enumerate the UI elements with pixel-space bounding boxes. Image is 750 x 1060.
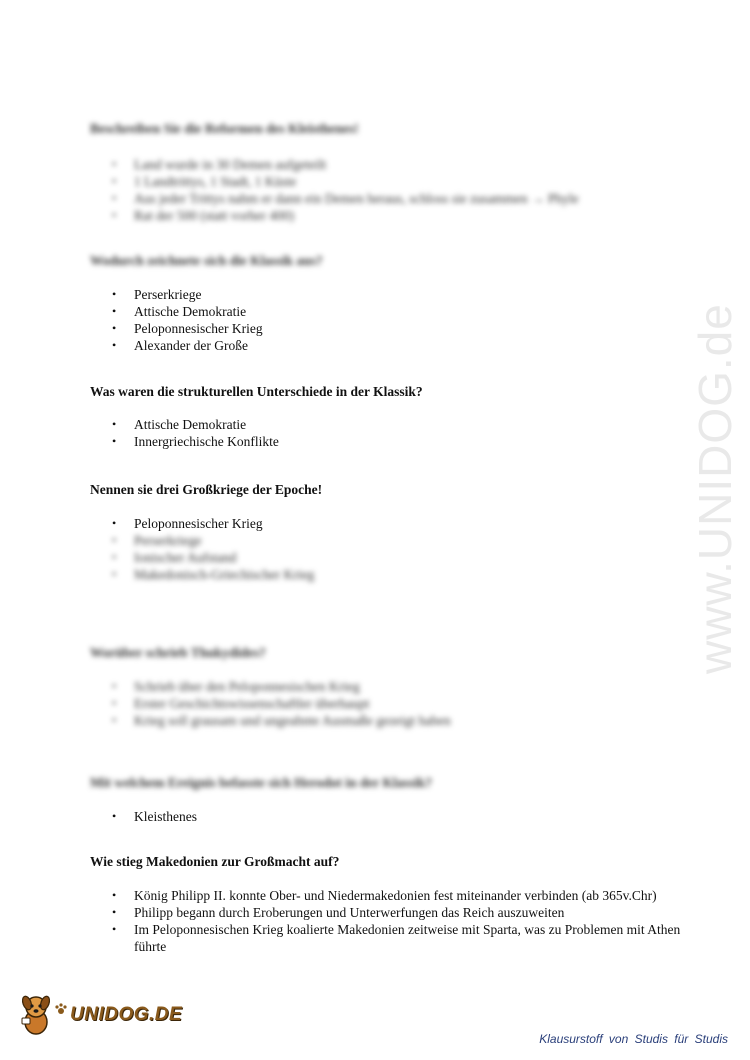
answer-list-6: [90, 808, 690, 825]
list-item: • Kleisthenes: [90, 808, 690, 825]
answer-list-2: [90, 286, 690, 354]
list-item: • Attische Demokratie: [90, 416, 690, 433]
question-1: Beschreiben Sie die Reformen des Kleisthenes!: [90, 121, 359, 136]
qa-section-1: [90, 120, 690, 224]
list-item: • Perserkriege: [90, 286, 690, 303]
answer-list-7: [90, 887, 690, 955]
list-item: • Erster Geschichtswissenschaftler überhaupt: [90, 695, 690, 712]
list-item: • Schrieb über den Peloponnesischen Krieg: [90, 678, 690, 695]
watermark: www.UNIDOG.de: [689, 303, 741, 674]
qa-section-7: [90, 853, 690, 955]
list-item: • Alexander der Große: [90, 337, 690, 354]
list-item: • König Philipp II. konnte Ober- und Niedermakedonien fest miteinander verbinden (ab 365v.Chr): [90, 887, 690, 904]
list-item: • 1 Landtrittys, 1 Stadt, 1 Küste: [90, 173, 690, 190]
logo-text: UNIDOG.DE: [70, 1004, 183, 1025]
list-item: • Aus jeder Trittys nahm er dann ein Demen heraus, schloss sie zusammen → Phyle: [90, 190, 690, 207]
list-item: • Peloponnesischer Krieg: [90, 320, 690, 337]
question-2: Wodurch zeichnete sich die Klassik aus?: [90, 253, 323, 268]
qa-section-3: [90, 383, 690, 450]
dog-mascot-icon: [18, 992, 54, 1036]
list-item: • Makedonisch-Griechischer Krieg: [90, 566, 690, 583]
qa-section-6: [90, 774, 690, 825]
list-item: • Im Peloponnesischen Krieg koalierte Makedonien zeitweise mit Sparta, was zu Problemen mit Athen führte: [90, 921, 690, 955]
question-7: Wie stieg Makedonien zur Großmacht auf?: [90, 854, 340, 869]
answer-list-5: [90, 678, 690, 729]
answer-list-3: [90, 416, 690, 450]
qa-section-4: [90, 481, 690, 583]
question-3: Was waren die strukturellen Unterschiede in der Klassik?: [90, 384, 423, 399]
paw-icon: [54, 1002, 68, 1016]
footer-tagline: Klausurstoff von Studis für Studis: [539, 1032, 728, 1046]
answer-list-1: [90, 156, 690, 224]
list-item: • Ionischer Aufstand: [90, 549, 690, 566]
list-item: • Attische Demokratie: [90, 303, 690, 320]
list-item: • Krieg soll grausam und ungeahnte Ausmaße gezeigt haben: [90, 712, 690, 729]
unidog-logo[interactable]: [18, 990, 182, 1036]
question-6: Mit welchem Ereignis befasste sich Herodot in der Klassik?: [90, 775, 432, 790]
question-5: Worüber schrieb Thukydides?: [90, 645, 266, 660]
list-item: • Innergriechische Konflikte: [90, 433, 690, 450]
qa-section-5: [90, 644, 690, 729]
list-item: • Land wurde in 30 Demen aufgeteilt: [90, 156, 690, 173]
list-item: • Rat der 500 (statt vorher 400): [90, 207, 690, 224]
list-item: • Philipp begann durch Eroberungen und Unterwerfungen das Reich auszuweiten: [90, 904, 690, 921]
list-item: • Perserkriege: [90, 532, 690, 549]
question-4: Nennen sie drei Großkriege der Epoche!: [90, 482, 323, 497]
list-item: • Peloponnesischer Krieg: [90, 515, 690, 532]
answer-list-4: [90, 515, 690, 583]
qa-section-2: [90, 252, 690, 354]
